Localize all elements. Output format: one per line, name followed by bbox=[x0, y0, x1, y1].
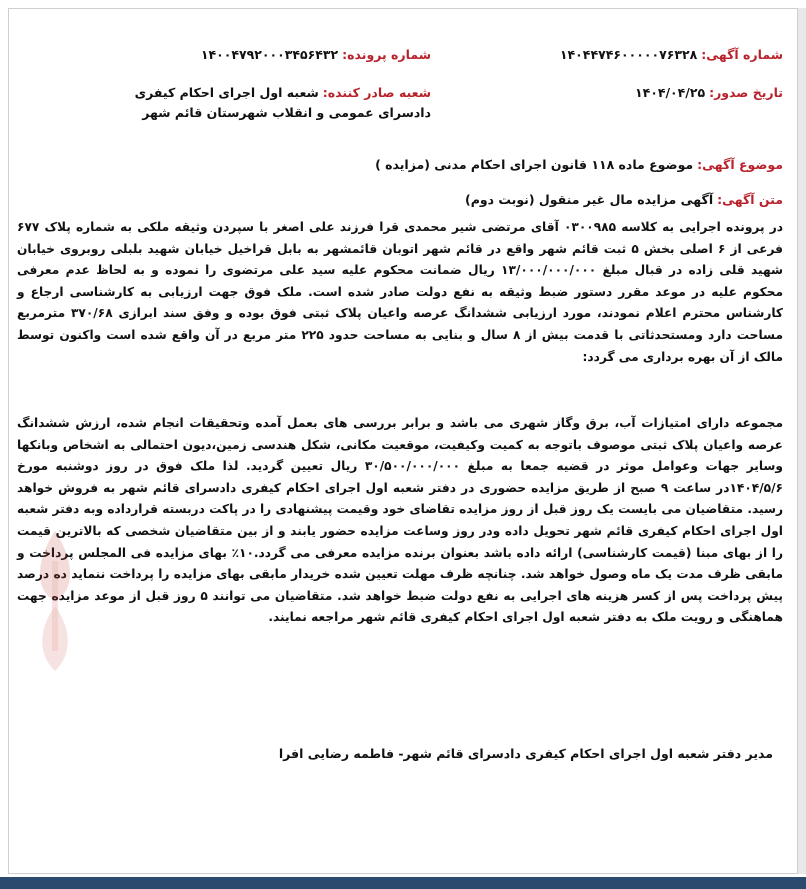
issuer-label: شعبه صادر کننده: bbox=[322, 85, 431, 100]
file-number-value: ۱۴۰۰۴۷۹۲۰۰۰۳۴۵۶۴۳۲ bbox=[200, 47, 339, 62]
vertical-scrollbar[interactable] bbox=[798, 8, 806, 874]
issue-date-row bbox=[635, 83, 783, 103]
subject-row bbox=[375, 155, 783, 175]
file-number-row bbox=[201, 45, 431, 65]
file-number-label: شماره پرونده: bbox=[342, 47, 431, 62]
watermark-logo-icon bbox=[25, 521, 85, 681]
subject-value: موضوع ماده ۱۱۸ قانون اجرای احکام مدنی (مزایده ) bbox=[375, 157, 694, 172]
subject-label: موضوع آگهی: bbox=[697, 157, 783, 172]
text-title: آگهی مزایده مال غیر منقول (نوبت دوم) bbox=[465, 192, 714, 207]
ad-number-value: ۱۴۰۴۴۷۴۶۰۰۰۰۰۷۶۳۲۸ bbox=[559, 47, 698, 62]
text-title-row bbox=[465, 190, 783, 210]
issuer-value: شعبه اول اجرای احکام کیفری دادسرای عمومی و انقلاب شهرستان قائم شهر bbox=[134, 85, 431, 120]
bottom-bar bbox=[0, 877, 806, 889]
body-paragraph-2: مجموعه دارای امتیازات آب، برق وگاز شهری می باشد و برابر بررسی های بعمل آمده وتحقیقات انجام شده، ارزش ششدانگ عرصه واعیان پلاک ثبتی موصوف باتوجه به کمیت وکیفیت، موقعیت مکانی، شکل هندسی زمین،دیون احتمالی به اشخاص وبانکها وسایر جهات وعوامل موثر در قضیه جمعا به مبلغ ۳۰/۵۰۰/۰۰۰/۰۰۰ ریال تعیین گردید. لذا ملک فوق در روز دوشنبه مورخ ۱۴۰۴/۵/۶در ساعت ۹ صبح از طریق مزایده حضوری در دفتر شعبه اول اجرای احکام کیفری دادسرای قائم شهر به فروش خواهد رسید. متقاضیان می بایست یک روز قبل از روز مزایده تقاضای خود وقیمت پیشنهادی را در پاکت دربسته قرارداده وبه دفتر شعبه اول اجرای احکام کیفری قائم شهر تحویل داده ودر روز وساعت مزایده حضور یابند و از بین متقاضیان شخصی که بالاترین قیمت را از بهای مبنا (قیمت کارشناسی) ارائه داده باشد بعنوان برنده مزایده معرفی می گردد.۱۰٪ بهای مزایده فی المجلس پرداخت و مابقی ظرف مدت یک ماه وصول خواهد شد. چنانچه ظرف مهلت تعیین شده خریدار مابقی بهای مزایده را پرداخت ننماید ده درصد پیش پرداخت پس از کسر هزینه های اجرایی به نفع دولت ضبط خواهد شد. متقاضیان می توانند ۵ روز قبل از موعد مزایده جهت هماهنگی و رویت ملک به دفتر شعبه اول اجرای احکام کیفری قائم شهر مراجعه نمایند. bbox=[17, 416, 783, 625]
ad-number-row bbox=[560, 45, 783, 65]
issue-date-value: ۱۴۰۴/۰۴/۲۵ bbox=[634, 85, 706, 100]
body-paragraph-1: در پرونده اجرایی به کلاسه ۰۳۰۰۹۸۵ آقای مرتضی شیر محمدی قرا فرزند علی اصغر با سپردن وثیقه ملکی به شماره پلاک ۶۷۷ فرعی از ۶ اصلی بخش ۵ ثبت قائم شهر واقع در قائم شهر اتوبان قائمشهر به بابل قراخیل خیابان شهید بلبلی روبروی خیابان شهید قلی زاده در قبال مبلغ ۱۳/۰۰۰/۰۰۰/۰۰۰ ریال ضمانت محکوم علیه سید علی مرتضوی را نموده و به لحاظ عدم معرفی محکوم علیه در موعد مقرر دستور ضبط وثیقه به نفع دولت صادر شده است. ملک فوق جهت ارزیابی به کارشناسی ارجاع و کارشناس محترم اعلام نمودند، مورد ارزیابی ششدانگ عرصه واعیان پلاک ثبتی فوق بوده و وفق سند ابرازی ۳۷۰/۶۸ مترمربع مساحت دارد ومستحدثاتی با قدمت بیش از ۸ سال و بنایی به مساحت حدود ۲۲۵ متر مربع در آن واقع شده است واکنون توسط مالک از آن بهره برداری می گردد: bbox=[17, 220, 784, 364]
signature-line: مدیر دفتر شعبه اول اجرای احکام کیفری دادسرای قائم شهر- فاطمه رضایی افرا bbox=[278, 746, 773, 761]
issue-date-label: تاریخ صدور: bbox=[709, 85, 783, 100]
ad-number-label: شماره آگهی: bbox=[701, 47, 783, 62]
issuer-row bbox=[131, 83, 431, 123]
document-frame bbox=[8, 8, 798, 874]
text-label: متن آگهی: bbox=[717, 192, 783, 207]
